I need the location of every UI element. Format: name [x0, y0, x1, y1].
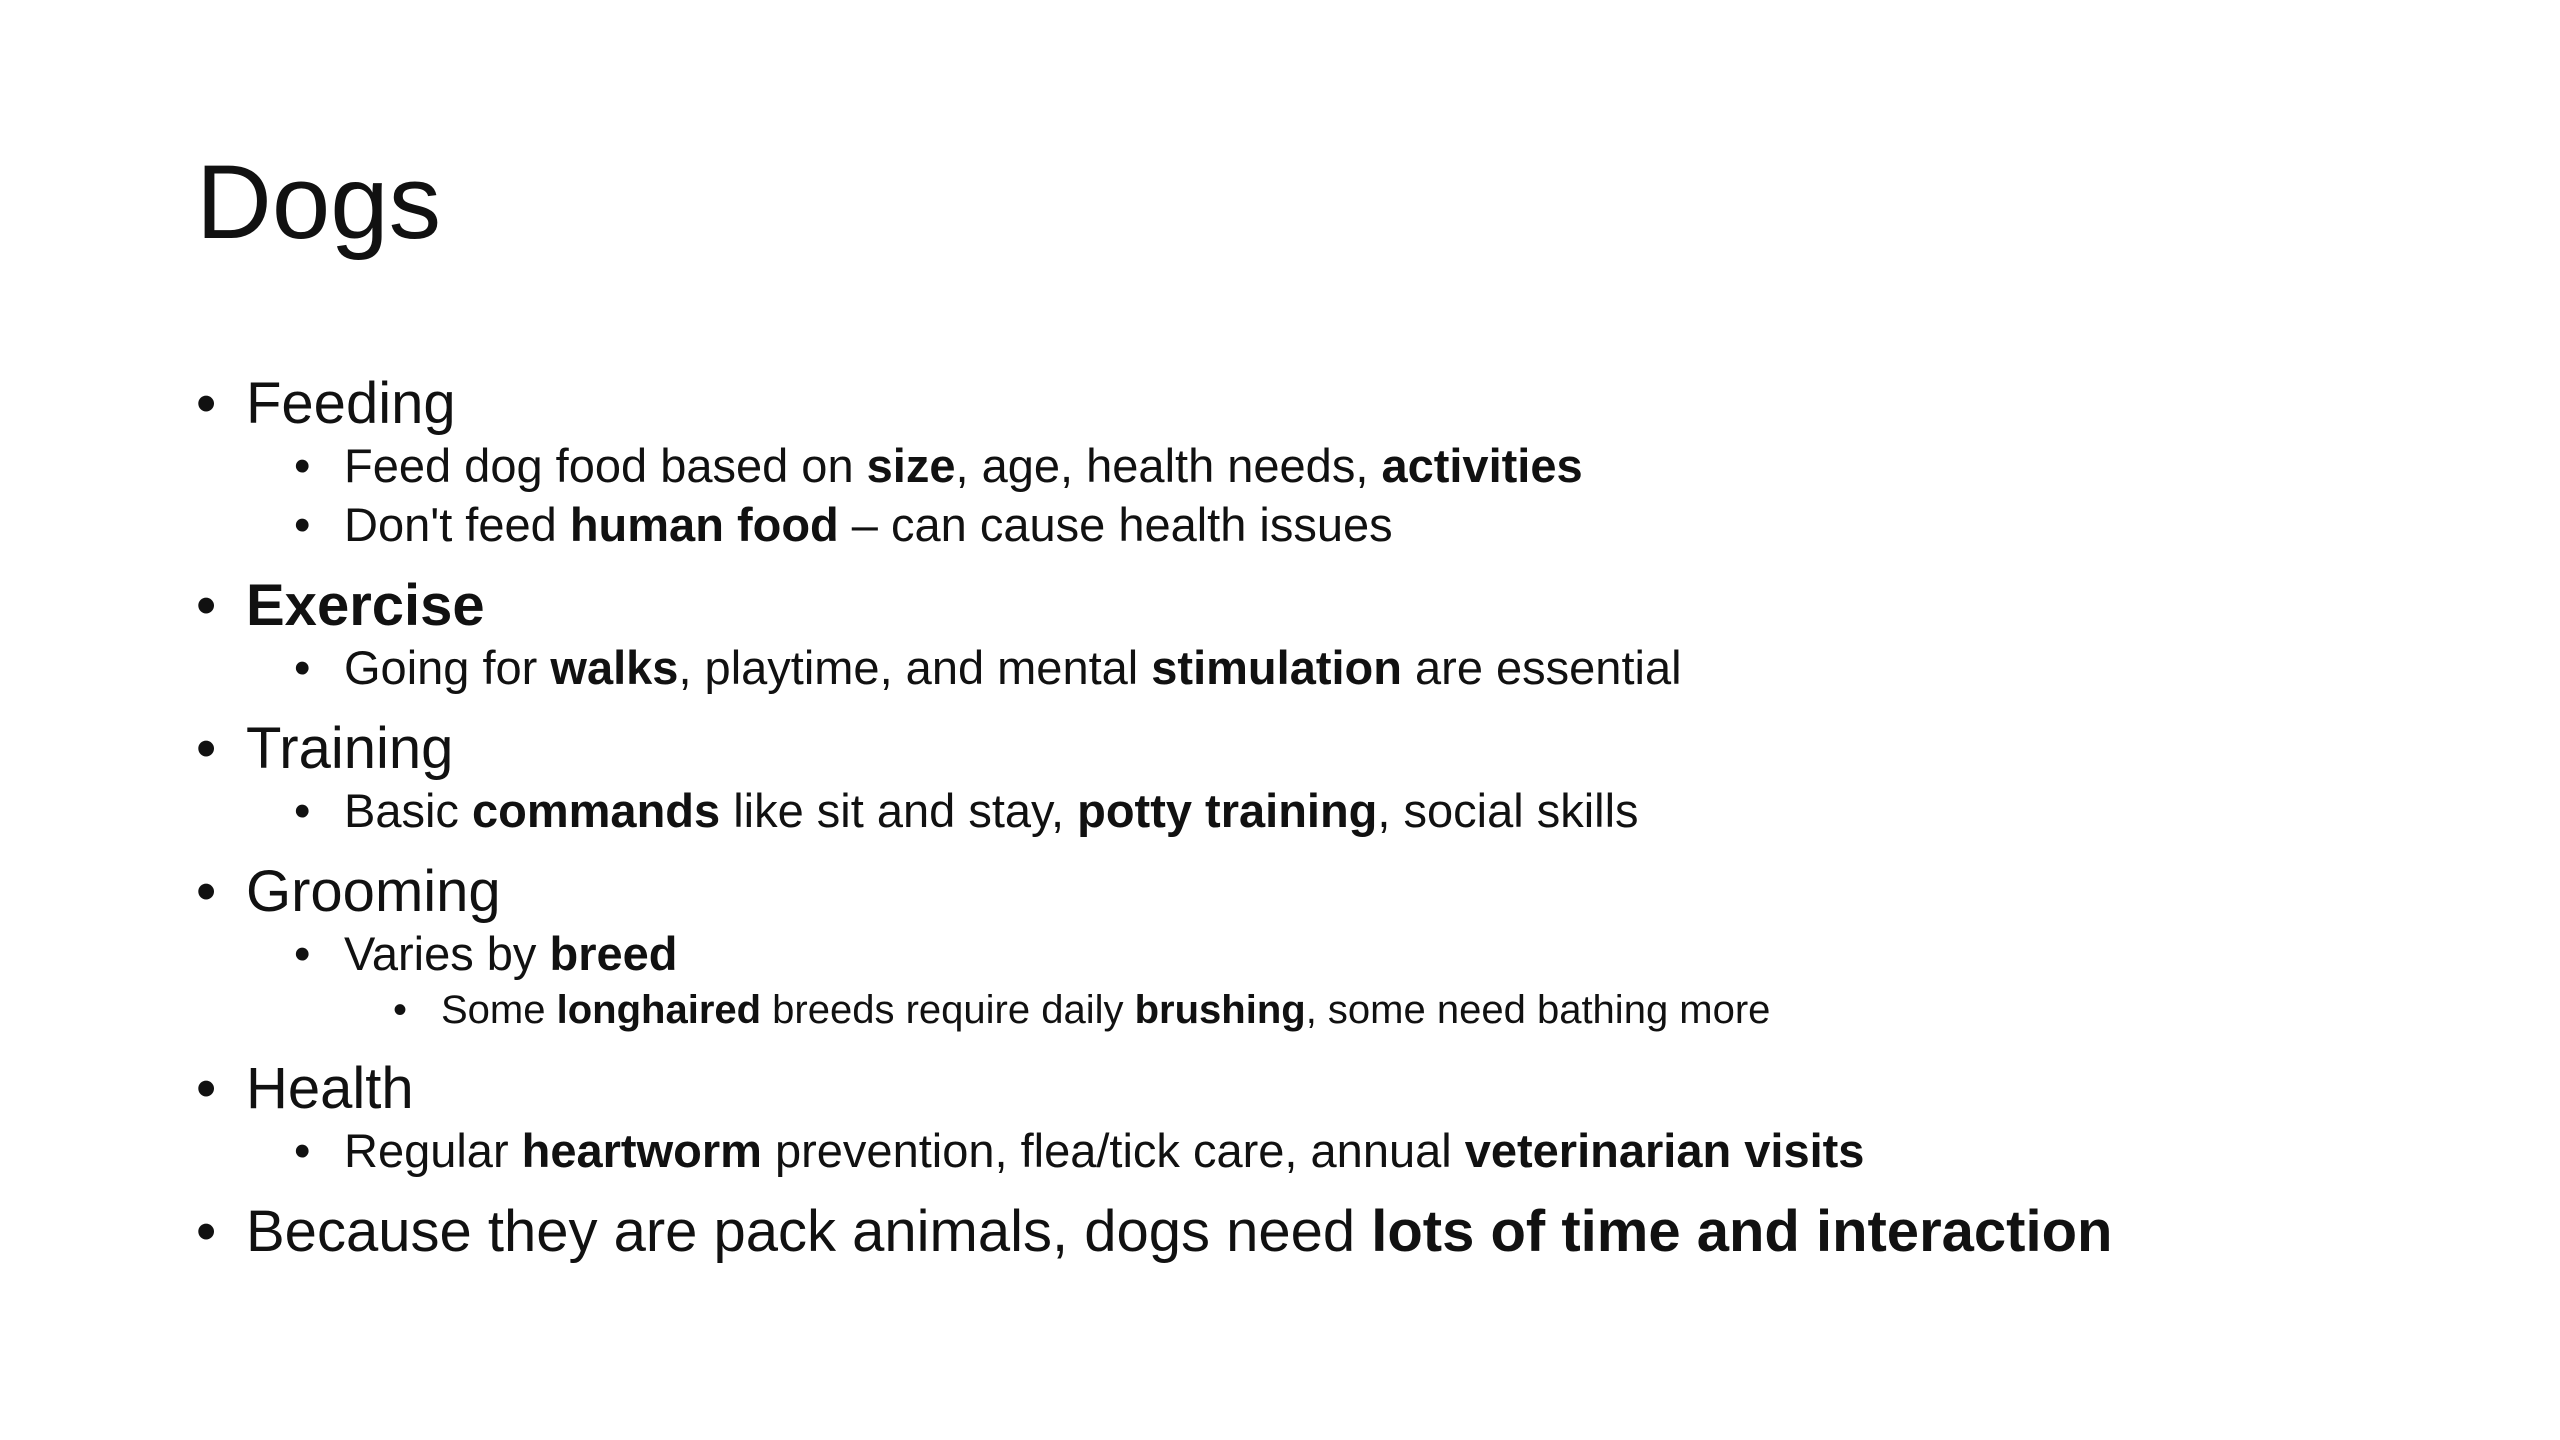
- bullet-training: [196, 717, 2456, 781]
- bullet-icon: •: [393, 988, 408, 1032]
- bold-text: heartworm: [521, 1124, 762, 1177]
- bullet-icon: •: [196, 573, 217, 638]
- bullet-icon: •: [196, 1199, 217, 1264]
- text: Varies by: [344, 927, 550, 980]
- bullet-exercise: [196, 574, 2456, 638]
- bold-text: human food: [569, 498, 839, 551]
- bold-text: breed: [549, 927, 678, 980]
- bullet-pack-animals: [196, 1200, 2456, 1264]
- bullet-icon: •: [294, 1124, 311, 1177]
- text: breeds require daily: [761, 988, 1135, 1032]
- bullet-label: Grooming: [246, 859, 501, 924]
- text: Basic: [344, 784, 472, 837]
- bullet-label: Feeding: [246, 371, 456, 436]
- text: Regular: [344, 1124, 522, 1177]
- bullet-icon: •: [294, 498, 311, 551]
- text: , social skills: [1377, 784, 1639, 837]
- bold-text: potty training: [1077, 784, 1378, 837]
- text: – can cause health issues: [838, 498, 1393, 551]
- bold-text: lots of time and interaction: [1371, 1199, 2113, 1264]
- text: are essential: [1401, 641, 1682, 694]
- bullet-label: Exercise: [246, 573, 485, 638]
- text: Some: [441, 988, 557, 1032]
- bold-text: stimulation: [1151, 641, 1402, 694]
- bold-text: commands: [472, 784, 721, 837]
- text: like sit and stay,: [720, 784, 1078, 837]
- bullet-icon: •: [294, 784, 311, 837]
- bold-text: size: [866, 439, 956, 492]
- sub-bullet-health-heartworm: [196, 1121, 2456, 1180]
- text: Because they are pack animals, dogs need: [246, 1199, 1372, 1264]
- text: Feed dog food based on: [344, 439, 867, 492]
- bold-text: veterinarian visits: [1464, 1124, 1865, 1177]
- text: , playtime, and mental: [678, 641, 1152, 694]
- bold-text: walks: [550, 641, 679, 694]
- text: prevention, flea/tick care, annual: [761, 1124, 1465, 1177]
- slide-title: Dogs: [196, 144, 442, 261]
- sub-sub-bullet-grooming-longhaired: [196, 983, 2456, 1037]
- sub-bullet-training-commands: [196, 781, 2456, 840]
- bullet-icon: •: [294, 439, 311, 492]
- text: Don't feed: [344, 498, 570, 551]
- bullet-health: [196, 1057, 2456, 1121]
- bullet-label: Health: [246, 1056, 414, 1121]
- bullet-icon: •: [196, 371, 217, 436]
- bullet-icon: •: [196, 859, 217, 924]
- bullet-list: [196, 372, 2456, 1264]
- sub-bullet-exercise-walks: [196, 638, 2456, 697]
- sub-bullet-feeding-human-food: [196, 495, 2456, 554]
- text: , age, health needs,: [955, 439, 1382, 492]
- bullet-feeding: [196, 372, 2456, 436]
- text: , some need bathing more: [1305, 988, 1771, 1032]
- sub-bullet-feeding-food: [196, 436, 2456, 495]
- bullet-icon: •: [294, 641, 311, 694]
- bullet-icon: •: [196, 716, 217, 781]
- bullet-icon: •: [294, 927, 311, 980]
- bullet-grooming: [196, 860, 2456, 924]
- text: Going for: [344, 641, 551, 694]
- bullet-label: Training: [246, 716, 454, 781]
- bullet-icon: •: [196, 1056, 217, 1121]
- bold-text: brushing: [1134, 988, 1306, 1032]
- bold-text: longhaired: [556, 988, 762, 1032]
- bold-text: activities: [1381, 439, 1583, 492]
- sub-bullet-grooming-breed: [196, 924, 2456, 983]
